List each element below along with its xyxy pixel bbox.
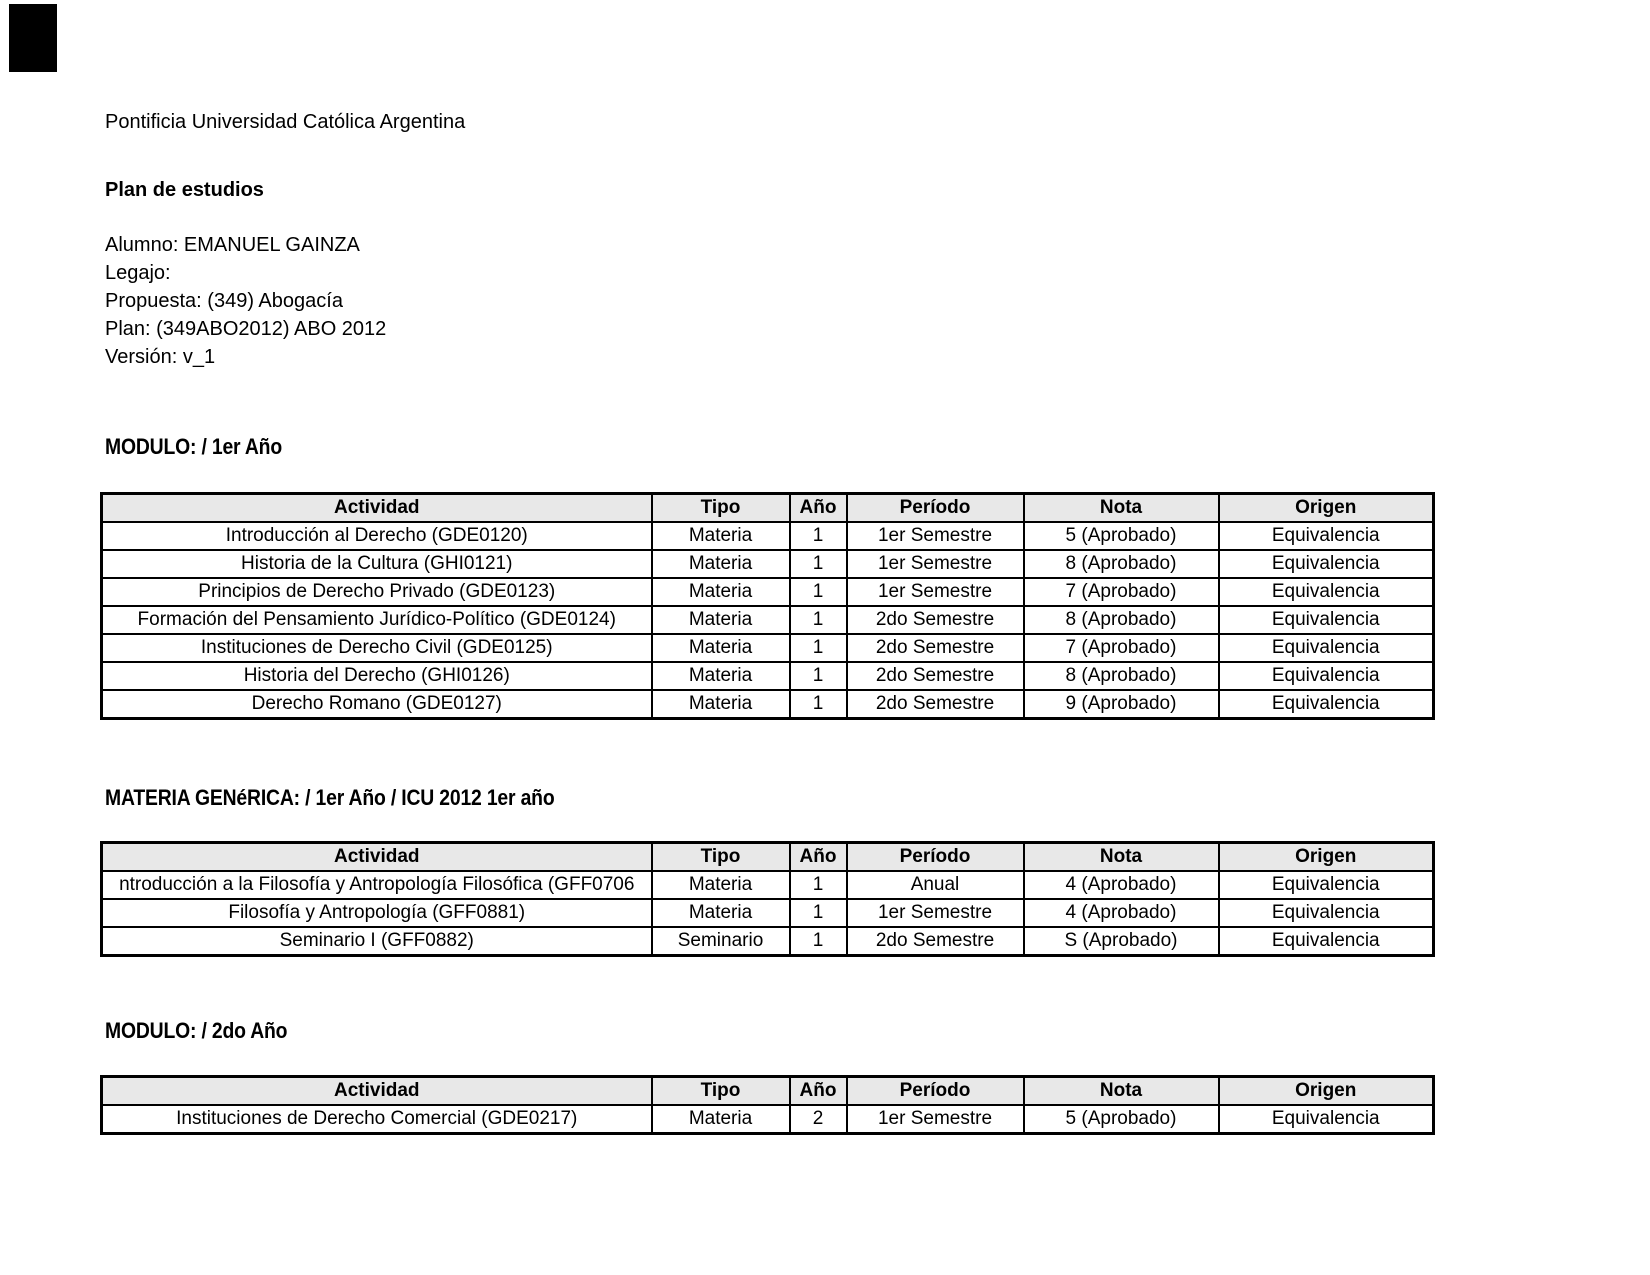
table-cell: 1 [790,578,847,606]
table-row [102,522,1434,550]
table-cell: Materia [652,550,790,578]
table-cell: S (Aprobado) [1024,927,1219,956]
table-cell: Materia [652,871,790,899]
table-cell: Derecho Romano (GDE0127) [102,690,652,719]
table-cell: Materia [652,1105,790,1134]
table-cell: 1 [790,662,847,690]
column-header-origen: Origen [1219,1077,1434,1106]
table-cell: 9 (Aprobado) [1024,690,1219,719]
university-logo [9,4,57,72]
column-header-periodo: Período [847,1077,1024,1106]
table-cell: 1 [790,634,847,662]
table-cell: 1er Semestre [847,899,1024,927]
table-cell: 8 (Aprobado) [1024,550,1219,578]
table-cell: 2do Semestre [847,606,1024,634]
university-name: Pontificia Universidad Católica Argentina [105,111,466,133]
table-header-row [102,1077,1434,1106]
table-cell: 1 [790,899,847,927]
student-info-line-version: Versión: v_1 [105,346,216,368]
table-row [102,690,1434,719]
table-cell: 1 [790,927,847,956]
section-heading-modulo-2do-ano: MODULO: / 2do Año [105,1018,288,1043]
table-cell: Equivalencia [1219,606,1434,634]
table-cell: Materia [652,690,790,719]
table-cell: Equivalencia [1219,662,1434,690]
table-cell: 2do Semestre [847,690,1024,719]
column-header-tipo: Tipo [652,1077,790,1106]
column-header-tipo: Tipo [652,843,790,872]
table-cell: 1 [790,690,847,719]
table-cell: Equivalencia [1219,522,1434,550]
column-header-tipo: Tipo [652,494,790,523]
table-cell: 1er Semestre [847,522,1024,550]
courses-table-materia-generica [100,841,1435,957]
table-cell: 8 (Aprobado) [1024,662,1219,690]
table-row [102,899,1434,927]
student-info-line-legajo: Legajo: [105,262,171,284]
column-header-nota: Nota [1024,494,1219,523]
table-cell: 2do Semestre [847,634,1024,662]
table-cell: 1 [790,871,847,899]
table-cell: Equivalencia [1219,1105,1434,1134]
table-row [102,578,1434,606]
table-cell: Historia de la Cultura (GHI0121) [102,550,652,578]
section-heading-materia-generica: MATERIA GENéRICA: / 1er Año / ICU 2012 1er año [105,785,555,810]
table-cell: Materia [652,522,790,550]
table-cell: 1er Semestre [847,550,1024,578]
table-cell: 4 (Aprobado) [1024,871,1219,899]
table-cell: Instituciones de Derecho Civil (GDE0125) [102,634,652,662]
table-row [102,662,1434,690]
column-header-origen: Origen [1219,494,1434,523]
table-cell: 1er Semestre [847,1105,1024,1134]
student-info-line-propuesta: Propuesta: (349) Abogacía [105,290,343,312]
column-header-origen: Origen [1219,843,1434,872]
courses-table-modulo-1er-ano [100,492,1435,720]
table-cell: ntroducción a la Filosofía y Antropología Filosófica (GFF0706 [102,871,652,899]
table-header-row [102,843,1434,872]
table-cell: 1 [790,550,847,578]
table-cell: 1er Semestre [847,578,1024,606]
table-cell: Equivalencia [1219,578,1434,606]
table-row [102,927,1434,956]
table-cell: Introducción al Derecho (GDE0120) [102,522,652,550]
table-row [102,634,1434,662]
table-cell: Equivalencia [1219,690,1434,719]
column-header-nota: Nota [1024,1077,1219,1106]
table-cell: Equivalencia [1219,871,1434,899]
table-cell: 4 (Aprobado) [1024,899,1219,927]
table-cell: Equivalencia [1219,550,1434,578]
student-info-line-plan: Plan: (349ABO2012) ABO 2012 [105,318,387,340]
student-info-line-alumno: Alumno: EMANUEL GAINZA [105,234,360,256]
table-cell: 7 (Aprobado) [1024,578,1219,606]
table-cell: Historia del Derecho (GHI0126) [102,662,652,690]
column-header-periodo: Período [847,843,1024,872]
courses-table-modulo-2do-ano [100,1075,1435,1135]
table-row [102,1105,1434,1134]
table-cell: 5 (Aprobado) [1024,1105,1219,1134]
table-cell: 2 [790,1105,847,1134]
table-cell: Equivalencia [1219,899,1434,927]
table-cell: Seminario [652,927,790,956]
table-cell: Formación del Pensamiento Jurídico-Político (GDE0124) [102,606,652,634]
table-cell: Materia [652,634,790,662]
column-header-actividad: Actividad [102,1077,652,1106]
table-cell: Equivalencia [1219,634,1434,662]
column-header-periodo: Período [847,494,1024,523]
table-cell: 8 (Aprobado) [1024,606,1219,634]
table-row [102,606,1434,634]
column-header-nota: Nota [1024,843,1219,872]
table-cell: Seminario I (GFF0882) [102,927,652,956]
column-header-ano: Año [790,843,847,872]
table-cell: Anual [847,871,1024,899]
table-cell: Instituciones de Derecho Comercial (GDE0217) [102,1105,652,1134]
table-row [102,871,1434,899]
column-header-ano: Año [790,1077,847,1106]
table-cell: Materia [652,606,790,634]
table-cell: Materia [652,578,790,606]
column-header-ano: Año [790,494,847,523]
table-cell: Equivalencia [1219,927,1434,956]
student-info-block [105,231,386,371]
table-header-row [102,494,1434,523]
table-cell: Principios de Derecho Privado (GDE0123) [102,578,652,606]
column-header-actividad: Actividad [102,843,652,872]
column-header-actividad: Actividad [102,494,652,523]
table-row [102,550,1434,578]
table-cell: 2do Semestre [847,662,1024,690]
table-cell: 1 [790,522,847,550]
table-cell: 2do Semestre [847,927,1024,956]
table-cell: Materia [652,899,790,927]
table-cell: 5 (Aprobado) [1024,522,1219,550]
section-heading-modulo-1er-ano: MODULO: / 1er Año [105,434,282,459]
table-cell: Filosofía y Antropología (GFF0881) [102,899,652,927]
table-cell: 1 [790,606,847,634]
table-cell: Materia [652,662,790,690]
table-cell: 7 (Aprobado) [1024,634,1219,662]
document-title: Plan de estudios [105,179,264,201]
